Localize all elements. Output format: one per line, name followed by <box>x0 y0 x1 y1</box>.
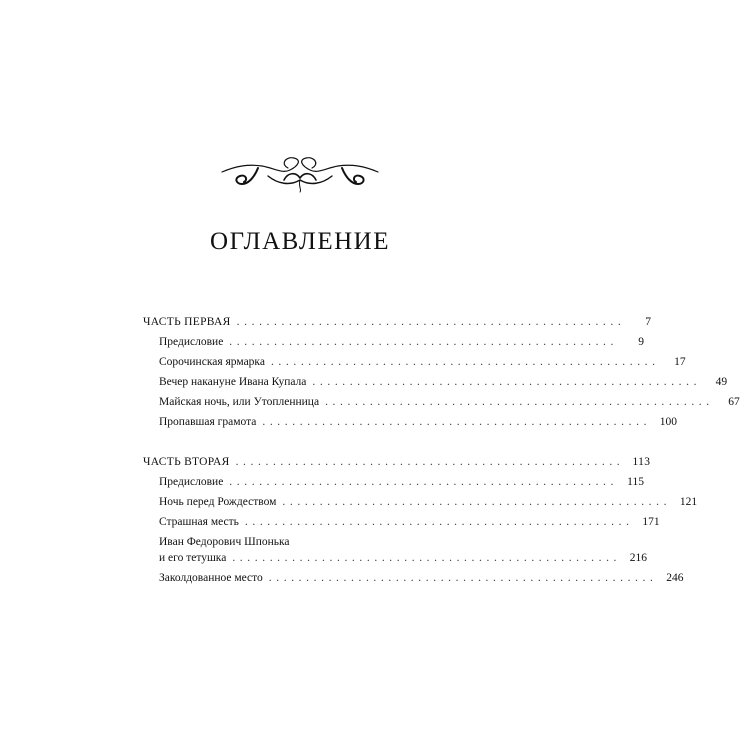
flourish-ornament-icon <box>218 150 382 196</box>
toc-part-row[interactable] <box>143 316 652 336</box>
toc-entry-row[interactable] <box>143 356 686 376</box>
entry-title: Заколдованное место <box>159 572 263 584</box>
leader-dots: .................................................... <box>262 416 652 428</box>
toc-entry-row[interactable] <box>143 416 678 436</box>
toc-entry-row[interactable] <box>143 376 728 396</box>
toc-entry-row[interactable] <box>143 572 684 592</box>
part-title: ЧАСТЬ ПЕРВАЯ <box>143 316 231 328</box>
entry-title: Майская ночь, или Утопленница <box>159 396 320 408</box>
toc-entry-row[interactable] <box>143 496 698 516</box>
leader-dots: .................................................... <box>325 396 714 408</box>
entry-title: Предисловие <box>159 476 224 488</box>
toc-entry-row[interactable] <box>143 552 648 572</box>
entry-title: Вечер накануне Ивана Купала <box>159 376 307 388</box>
entry-title: и его тетушка <box>159 552 227 564</box>
page-number: 115 <box>627 476 644 488</box>
leader-dots: .................................................... <box>270 356 660 368</box>
entry-title-line1: Иван Федорович Шпонька <box>159 536 290 548</box>
leader-dots: .................................................... <box>282 496 672 508</box>
toc-entry-row-first-line[interactable] <box>143 536 444 552</box>
leader-dots: .................................................... <box>244 516 634 528</box>
page-number: 7 <box>645 316 652 328</box>
leader-dots: .................................................... <box>312 376 702 388</box>
page-number: 171 <box>642 516 660 528</box>
toc-entry-row[interactable] <box>143 476 644 496</box>
leader-dots: .................................................... <box>229 476 618 488</box>
leader-dots: .................................................... <box>229 336 618 348</box>
part-title: ЧАСТЬ ВТОРАЯ <box>143 456 230 468</box>
leader-dots: .................................................... <box>235 456 625 468</box>
page-number: 17 <box>674 356 686 368</box>
entry-title: Пропавшая грамота <box>159 416 257 428</box>
page-number: 100 <box>659 416 678 428</box>
leader-dots: .................................................... <box>236 316 626 328</box>
page-title: ОГЛАВЛЕНИЕ <box>210 228 390 255</box>
entry-title: Сорочинская ярмарка <box>159 356 265 368</box>
page-number: 9 <box>638 336 644 348</box>
toc-entry-row[interactable] <box>143 516 660 536</box>
toc-part-row[interactable] <box>143 456 651 476</box>
page-number: 49 <box>715 376 728 388</box>
page-number: 67 <box>728 396 740 408</box>
table-of-contents <box>143 316 740 592</box>
section-spacer <box>143 436 444 456</box>
leader-dots: .................................................... <box>232 552 622 564</box>
toc-entry-row[interactable] <box>143 336 644 356</box>
page-number: 246 <box>666 572 684 584</box>
entry-title: Ночь перед Рождеством <box>159 496 277 508</box>
page-number: 121 <box>679 496 698 508</box>
page-number: 113 <box>632 456 651 468</box>
page-number: 216 <box>629 552 648 564</box>
entry-title: Предисловие <box>159 336 224 348</box>
leader-dots: .................................................... <box>268 572 658 584</box>
toc-entry-row[interactable] <box>143 396 740 416</box>
entry-title: Страшная месть <box>159 516 239 528</box>
